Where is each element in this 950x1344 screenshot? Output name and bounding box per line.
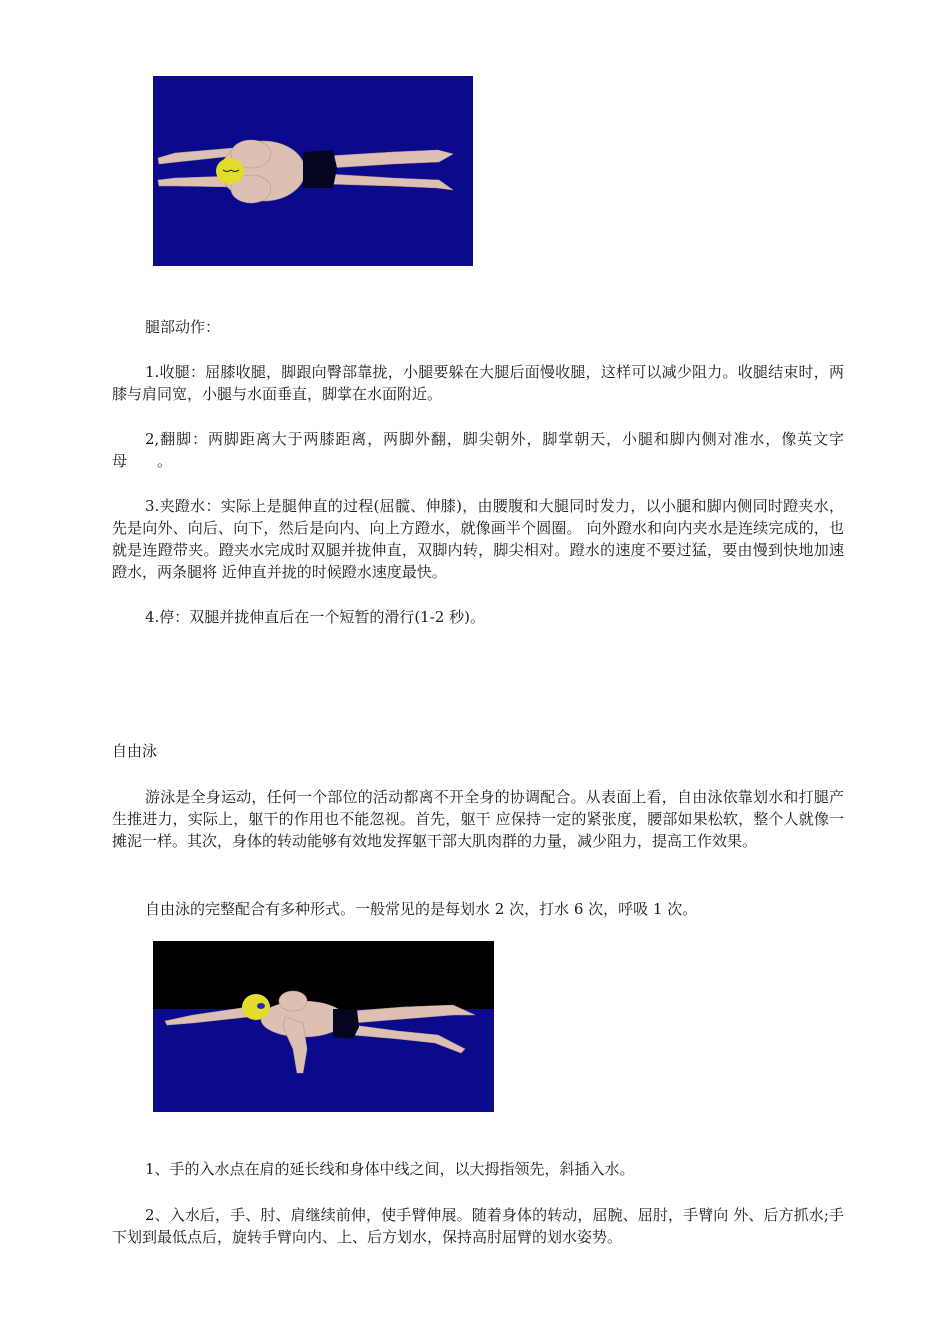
swimmer-cap: [242, 994, 270, 1020]
freestyle-illustration: [153, 941, 494, 1112]
goggles-icon: [257, 1003, 265, 1009]
leg-actions-heading: 腿部动作：: [145, 318, 221, 336]
freestyle-step-1: 1、手的入水点在肩的延长线和身体中线之间，以大拇指领先，斜插入水。: [145, 1160, 635, 1178]
leg-step-4: 4.停：双腿并拢伸直后在一个短暂的滑行(1-2 秒)。: [145, 608, 485, 626]
freestyle-intro-paragraph: 游泳是全身运动，任何一个部位的活动都离不开全身的协调配合。从表面上看，自由泳依靠划水和打腿产生推进力，实际上，躯干的作用也不能忽视。首先，躯干 应保持一定的紧张度，腰部如果松软，整个人就像一摊泥一样。其次，身体的转动能够有效地发挥躯干部大肌肉群的力量，减少阻力，提高工作效果。: [112, 788, 844, 850]
breaststroke-illustration: [153, 76, 473, 266]
swimmer-trunks: [333, 1009, 359, 1039]
leg-step-3: 3.夹蹬水：实际上是腿伸直的过程(屈髋、伸膝)，由腰腹和大腿同时发力，以小腿和脚内侧同时蹬夹水，先是向外、向后、向下，然后是向内、向上方蹬水，就像画半个圆圈。 向外蹬水和向内夹水是连续完成的，也就是连蹬带夹。蹬夹水完成时双腿并拢伸直，双脚内转，脚尖相对。蹬水的速度不要过猛，要由慢到快地加速蹬水，两条腿将 近伸直并拢的时候蹬水速度最快。: [112, 497, 844, 581]
freestyle-heading: 自由泳: [112, 742, 158, 760]
sky-background: [153, 941, 494, 1009]
leg-step-2: 2,翻脚：两脚距离大于两膝距离，两脚外翻，脚尖朝外，脚掌朝天，小腿和脚内侧对准水，像英文字母 。: [112, 430, 844, 470]
leg-step-1: 1.收腿：屈膝收腿，脚跟向臀部靠拢，小腿要躲在大腿后面慢收腿，这样可以减少阻力。收腿结束时，两膝与肩同宽，小腿与水面垂直，脚掌在水面附近。: [112, 363, 844, 403]
swimmer-trunks: [303, 150, 337, 188]
freestyle-combination-paragraph: 自由泳的完整配合有多种形式。一般常见的是每划水 2 次，打水 6 次，呼吸 1 次。: [145, 900, 698, 918]
freestyle-step-2: 2、入水后，手、肘、肩继续前伸，使手臂伸展。随着身体的转动，屈腕、屈肘，手臂向 外、后方抓水;手下划到最低点后，旋转手臂向内、上、后方划水，保持高肘屈臂的划水姿势。: [112, 1206, 844, 1246]
